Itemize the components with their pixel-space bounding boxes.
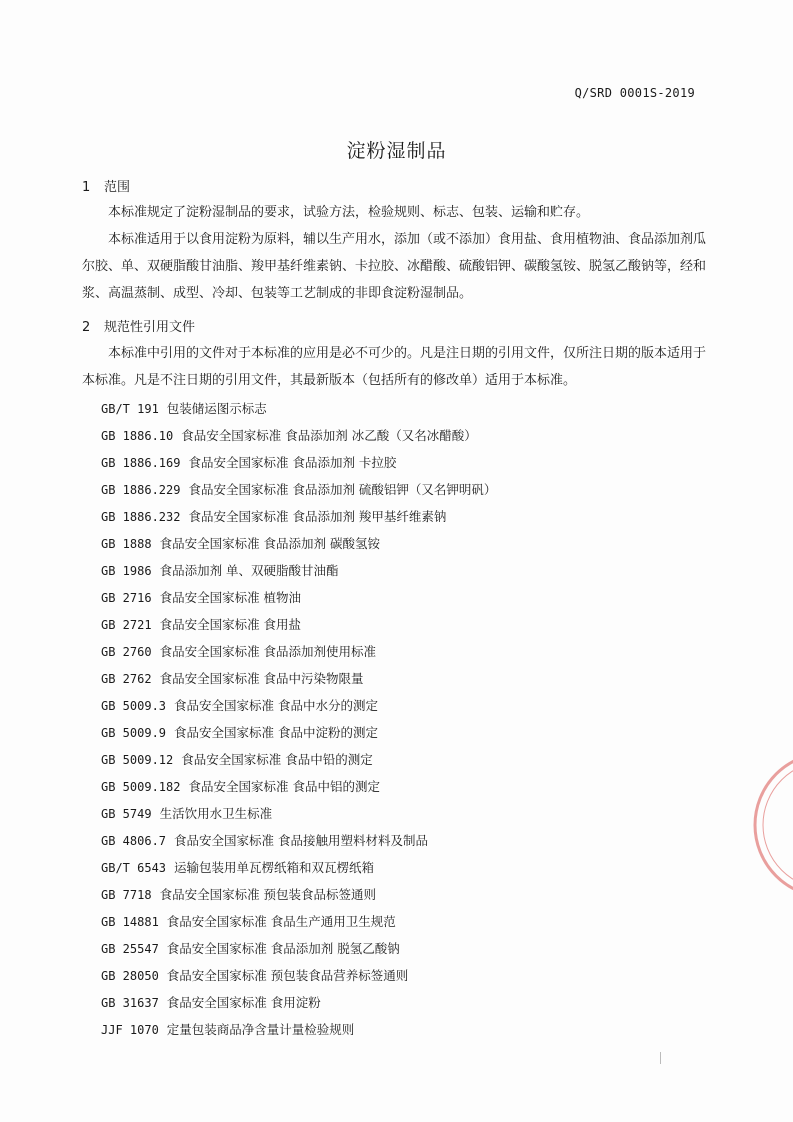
reference-title: 食品安全国家标准 食品接触用塑料材料及制品 [174, 833, 429, 848]
reference-code: GB 2721 [101, 618, 152, 632]
reference-code: GB 1886.169 [101, 456, 181, 470]
reference-code: GB 28050 [101, 969, 159, 983]
reference-code: GB 14881 [101, 915, 159, 929]
reference-code: GB 2760 [101, 645, 152, 659]
list-item [101, 503, 721, 530]
section-heading-scope [82, 176, 130, 195]
list-item [101, 746, 721, 773]
reference-list [101, 395, 721, 1043]
section-heading-normative-references [82, 316, 195, 335]
reference-title: 食品安全国家标准 预包装食品标签通则 [159, 887, 377, 902]
reference-code: GB 1986 [101, 564, 152, 578]
section-title: 范围 [104, 180, 131, 195]
reference-title: 食品添加剂 单、双硬脂酸甘油酯 [159, 563, 339, 578]
list-item [101, 989, 721, 1016]
reference-code: GB 5009.3 [101, 699, 167, 713]
reference-code: GB 1888 [101, 537, 152, 551]
reference-title: 食品安全国家标准 预包装食品营养标签通则 [166, 968, 409, 983]
list-item [101, 422, 721, 449]
margin-mark [660, 1052, 661, 1064]
reference-code: GB/T 6543 [101, 861, 167, 875]
list-item [101, 800, 721, 827]
list-item [101, 692, 721, 719]
reference-code: GB 31637 [101, 996, 159, 1010]
reference-code: GB 1886.232 [101, 510, 181, 524]
reference-title: 食品安全国家标准 植物油 [159, 590, 302, 605]
reference-code: GB 1886.10 [101, 429, 174, 443]
list-item [101, 638, 721, 665]
list-item [101, 395, 721, 422]
list-item [101, 557, 721, 584]
list-item [101, 908, 721, 935]
seal-stamp [747, 735, 793, 915]
reference-title: 包装储运图示标志 [166, 401, 267, 416]
reference-code: GB 25547 [101, 942, 159, 956]
reference-title: 运输包装用单瓦楞纸箱和双瓦楞纸箱 [174, 860, 375, 875]
reference-title: 食品安全国家标准 食品中铝的测定 [188, 779, 380, 794]
reference-code: GB 5749 [101, 807, 152, 821]
reference-code: GB/T 191 [101, 402, 159, 416]
list-item [101, 935, 721, 962]
reference-title: 食品安全国家标准 食品添加剂 硫酸铝钾（又名钾明矾） [188, 482, 497, 497]
list-item [101, 476, 721, 503]
document-code: Q/SRD 0001S-2019 [574, 86, 695, 100]
reference-code: GB 5009.12 [101, 753, 174, 767]
reference-title: 食品安全国家标准 食用盐 [159, 617, 302, 632]
reference-code: GB 7718 [101, 888, 152, 902]
paragraph: 本标准适用于以食用淀粉为原料，辅以生产用水，添加（或不添加）食用盐、食用植物油、食品添加剂瓜尔胶、单、双硬脂酸甘油脂、羧甲基纤维素钠、卡拉胶、冰醋酸、硫酸铝钾、碳酸氢铵、脱氢乙酸钠等，经和浆、高温蒸制、成型、冷却、包装等工艺制成的非即食淀粉湿制品。 [82, 232, 707, 301]
reference-code: GB 5009.9 [101, 726, 167, 740]
reference-title: 食品安全国家标准 食品添加剂 卡拉胶 [188, 455, 397, 470]
list-item [101, 881, 721, 908]
reference-title: 食品安全国家标准 食品添加剂 冰乙酸（又名冰醋酸） [181, 428, 477, 443]
reference-title: 定量包装商品净含量计量检验规则 [166, 1022, 355, 1037]
reference-title: 食品安全国家标准 食品添加剂 碳酸氢铵 [159, 536, 381, 551]
reference-code: JJF 1070 [101, 1023, 159, 1037]
paragraph: 本标准中引用的文件对于本标准的应用是必不可少的。凡是注日期的引用文件，仅所注日期的版本适用于本标准。凡是不注日期的引用文件，其最新版本（包括所有的修改单）适用于本标准。 [82, 346, 707, 388]
list-item [101, 530, 721, 557]
list-item [101, 611, 721, 638]
reference-title: 食品安全国家标准 食品添加剂 脱氢乙酸钠 [166, 941, 400, 956]
list-item [101, 665, 721, 692]
reference-title: 食品安全国家标准 食品添加剂 羧甲基纤维素钠 [188, 509, 447, 524]
reference-code: GB 4806.7 [101, 834, 167, 848]
reference-title: 食品安全国家标准 食品中污染物限量 [159, 671, 364, 686]
list-item [101, 962, 721, 989]
reference-title: 食品安全国家标准 食品中铅的测定 [181, 752, 373, 767]
section-number: 1 [82, 180, 91, 195]
reference-title: 食品安全国家标准 食用淀粉 [166, 995, 321, 1010]
reference-code: GB 2762 [101, 672, 152, 686]
list-item [101, 449, 721, 476]
page-title: 淀粉湿制品 [346, 140, 447, 162]
reference-title: 生活饮用水卫生标准 [159, 806, 273, 821]
reference-code: GB 5009.182 [101, 780, 181, 794]
reference-code: GB 2716 [101, 591, 152, 605]
reference-title: 食品安全国家标准 食品中水分的测定 [174, 698, 379, 713]
reference-title: 食品安全国家标准 食品生产通用卫生规范 [166, 914, 396, 929]
reference-title: 食品安全国家标准 食品中淀粉的测定 [174, 725, 379, 740]
reference-code: GB 1886.229 [101, 483, 181, 497]
reference-title: 食品安全国家标准 食品添加剂使用标准 [159, 644, 377, 659]
section-title: 规范性引用文件 [104, 320, 196, 335]
paragraph: 本标准规定了淀粉湿制品的要求，试验方法，检验规则、标志、包装、运输和贮存。 [108, 205, 590, 220]
list-item [101, 719, 721, 746]
section-number: 2 [82, 320, 91, 335]
list-item [101, 773, 721, 800]
list-item [101, 1016, 721, 1043]
list-item [101, 854, 721, 881]
list-item [101, 584, 721, 611]
list-item [101, 827, 721, 854]
